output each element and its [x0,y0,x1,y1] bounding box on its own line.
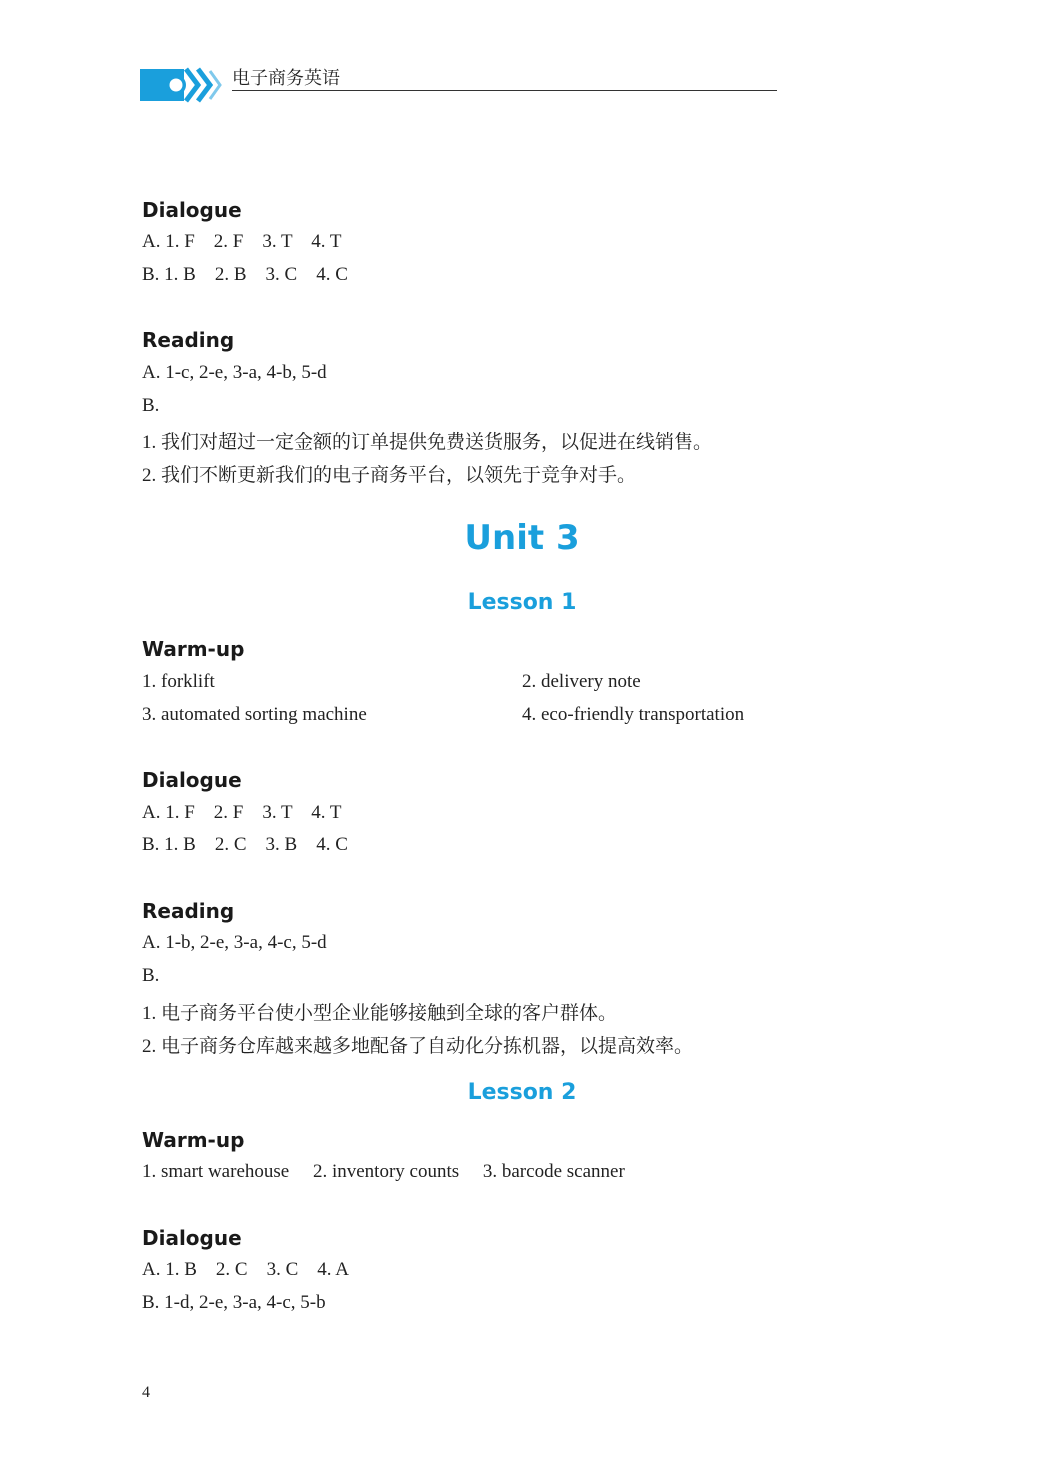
chevron-logo-icon [140,65,224,105]
unit-title: Unit 3 [464,518,580,558]
reading-answers-a: A. 1-c, 2-e, 3-a, 4-b, 5-d [142,362,327,383]
warmup-answers: 1. smart warehouse 2. inventory counts 3. barcode scanner [142,1161,625,1182]
dialogue-heading: Dialogue [142,198,242,222]
dialogue-heading: Dialogue [142,1226,242,1250]
reading-translation-2: 2. 电子商务仓库越来越多地配备了自动化分拣机器，以提高效率。 [142,1036,694,1057]
dialogue-heading: Dialogue [142,768,242,792]
warmup-heading: Warm-up [142,1128,245,1152]
lesson-1-title: Lesson 1 [467,590,577,615]
reading-translation-1: 1. 电子商务平台使小型企业能够接触到全球的客户群体。 [142,1003,618,1024]
dialogue-answers-b: B. 1. B 2. B 3. C 4. C [142,264,348,285]
dialogue-answers-b: B. 1. B 2. C 3. B 4. C [142,834,348,855]
reading-heading: Reading [142,328,235,352]
reading-translation-1: 1. 我们对超过一定金额的订单提供免费送货服务，以促进在线销售。 [142,432,713,453]
warmup-item: 3. automated sorting machine [142,704,367,725]
warmup-item: 1. forklift [142,671,215,692]
reading-label-b: B. [142,965,160,986]
reading-heading: Reading [142,899,235,923]
dialogue-answers-a: A. 1. F 2. F 3. T 4. T [142,231,342,252]
page-header [140,62,780,108]
reading-label-b: B. [142,395,160,416]
page-number: 4 [142,1384,150,1401]
header-title: 电子商务英语 [232,68,340,89]
header-rule [232,90,777,91]
reading-translation-2: 2. 我们不断更新我们的电子商务平台，以领先于竞争对手。 [142,465,637,486]
dialogue-answers-b: B. 1-d, 2-e, 3-a, 4-c, 5-b [142,1292,326,1313]
dialogue-answers-a: A. 1. F 2. F 3. T 4. T [142,802,342,823]
warmup-item: 2. delivery note [522,671,641,692]
reading-answers-a: A. 1-b, 2-e, 3-a, 4-c, 5-d [142,932,327,953]
dialogue-answers-a: A. 1. B 2. C 3. C 4. A [142,1259,349,1280]
warmup-item: 4. eco-friendly transportation [522,704,745,725]
warmup-heading: Warm-up [142,637,245,661]
lesson-2-title: Lesson 2 [467,1080,577,1105]
